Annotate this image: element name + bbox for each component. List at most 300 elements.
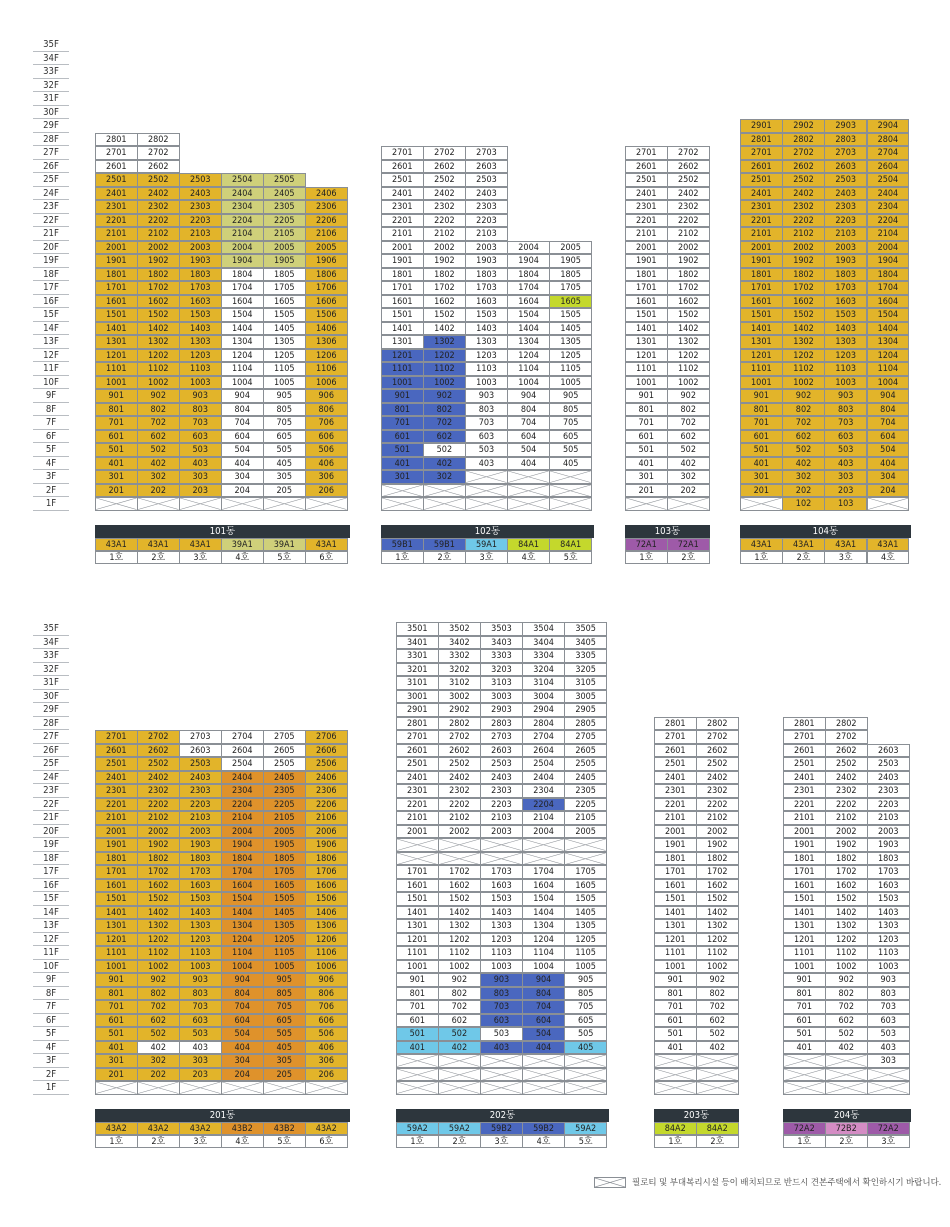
unit-cell: 801 (396, 987, 439, 1001)
empty-cell (95, 52, 138, 66)
unit-cell: 903 (867, 973, 910, 987)
unit-cell: 2306 (305, 784, 348, 798)
unit-cell: 701 (740, 416, 783, 430)
empty-cell (138, 703, 181, 717)
unit-cell: 1801 (625, 268, 668, 282)
empty-cell (95, 649, 138, 663)
pilotis-cell (696, 1081, 739, 1095)
unit-cell: 2403 (480, 771, 523, 785)
unit-cell: 1303 (480, 919, 523, 933)
unit-number: 3호 (179, 1135, 222, 1148)
unit-cell: 2002 (423, 241, 466, 255)
unit-cell: 1401 (396, 906, 439, 920)
unit-cell: 1603 (867, 879, 910, 893)
floor-label: 1F (33, 497, 69, 511)
empty-cell (509, 133, 552, 147)
unit-cell: 1703 (480, 865, 523, 879)
unit-cell: 1005 (263, 376, 306, 390)
empty-cell (138, 106, 181, 120)
unit-cell: 1205 (263, 933, 306, 947)
unit-cell: 2303 (465, 200, 508, 214)
unit-cell: 2201 (783, 798, 826, 812)
unit-cell: 503 (179, 1027, 222, 1041)
unit-cell: 2504 (522, 757, 565, 771)
unit-cell: 605 (263, 1014, 306, 1028)
unit-cell: 1002 (438, 960, 481, 974)
unit-cell: 503 (179, 443, 222, 457)
unit-cell: 2405 (263, 771, 306, 785)
empty-cell (551, 79, 594, 93)
pilotis-cell (179, 497, 222, 511)
unit-cell: 1601 (95, 295, 138, 309)
unit-cell: 1402 (825, 906, 868, 920)
unit-cell: 1102 (438, 946, 481, 960)
unit-cell: 601 (381, 430, 424, 444)
empty-cell (740, 65, 783, 79)
unit-cell: 1501 (783, 892, 826, 906)
unit-cell: 202 (782, 484, 825, 498)
unit-cell: 2403 (824, 187, 867, 201)
pilotis-cell (480, 1081, 523, 1095)
empty-cell (424, 106, 467, 120)
floor-label: 30F (33, 106, 69, 120)
empty-cell (308, 717, 351, 731)
unit-cell: 906 (305, 973, 348, 987)
empty-cell (180, 119, 223, 133)
unit-cell: 604 (221, 1014, 264, 1028)
empty-cell (95, 38, 138, 52)
unit-cell: 1702 (137, 865, 180, 879)
unit-cell: 703 (465, 416, 508, 430)
unit-cell: 1405 (263, 906, 306, 920)
empty-cell (138, 636, 181, 650)
unit-cell: 2301 (95, 784, 138, 798)
empty-cell (654, 649, 697, 663)
unit-number: 1호 (625, 551, 668, 564)
unit-cell: 2605 (263, 744, 306, 758)
unit-cell: 2003 (179, 241, 222, 255)
unit-cell: 503 (465, 443, 508, 457)
unit-cell: 1003 (824, 376, 867, 390)
unit-cell: 901 (381, 389, 424, 403)
unit-cell: 602 (782, 430, 825, 444)
unit-cell: 803 (867, 987, 910, 1001)
empty-cell (783, 663, 826, 677)
unit-cell: 2302 (438, 784, 481, 798)
unit-cell: 905 (263, 973, 306, 987)
unit-cell: 1605 (564, 879, 607, 893)
unit-cell: 703 (179, 416, 222, 430)
unit-cell: 2303 (179, 200, 222, 214)
unit-cell: 2703 (465, 146, 508, 160)
empty-cell (424, 65, 467, 79)
unit-cell: 1503 (824, 308, 867, 322)
floor-label: 31F (33, 676, 69, 690)
unit-cell: 2103 (179, 227, 222, 241)
unit-cell: 1003 (480, 960, 523, 974)
empty-cell (466, 65, 509, 79)
unit-type: 43A1 (179, 538, 222, 551)
empty-cell (265, 649, 308, 663)
unit-cell: 2202 (667, 214, 710, 228)
pilotis-cell (507, 497, 550, 511)
unit-cell: 302 (667, 470, 710, 484)
unit-cell: 702 (423, 416, 466, 430)
empty-cell (223, 79, 266, 93)
unit-cell: 1005 (549, 376, 592, 390)
empty-cell (654, 636, 697, 650)
unit-cell: 504 (522, 1027, 565, 1041)
unit-cell: 803 (824, 403, 867, 417)
unit-cell: 3503 (480, 622, 523, 636)
unit-cell: 2503 (824, 173, 867, 187)
unit-cell: 1603 (179, 879, 222, 893)
unit-cell: 2601 (740, 160, 783, 174)
empty-cell (668, 52, 711, 66)
floor-label: 18F (33, 268, 69, 282)
unit-cell: 2606 (305, 744, 348, 758)
unit-cell: 1001 (740, 376, 783, 390)
empty-cell (308, 676, 351, 690)
pilotis-cell (654, 1054, 697, 1068)
unit-cell: 2203 (179, 214, 222, 228)
unit-cell: 403 (179, 1041, 222, 1055)
empty-cell (783, 649, 826, 663)
pilotis-cell (522, 1081, 565, 1095)
unit-cell: 2802 (696, 717, 739, 731)
unit-cell: 501 (654, 1027, 697, 1041)
floor-label: 25F (33, 757, 69, 771)
empty-cell (466, 92, 509, 106)
unit-cell: 2303 (179, 784, 222, 798)
unit-cell: 1503 (867, 892, 910, 906)
unit-cell: 904 (867, 389, 910, 403)
unit-cell: 1706 (305, 281, 348, 295)
unit-cell: 2402 (825, 771, 868, 785)
empty-cell (550, 227, 593, 241)
unit-cell: 2502 (825, 757, 868, 771)
pilotis-cell (549, 484, 592, 498)
unit-cell: 1002 (137, 376, 180, 390)
floor-label: 6F (33, 430, 69, 444)
empty-cell (138, 676, 181, 690)
pilotis-cell (221, 1081, 264, 1095)
empty-cell (867, 730, 910, 744)
unit-cell: 1202 (825, 933, 868, 947)
unit-cell: 1503 (179, 892, 222, 906)
unit-cell: 2901 (396, 703, 439, 717)
unit-cell: 902 (696, 973, 739, 987)
empty-cell (223, 676, 266, 690)
empty-cell (95, 622, 138, 636)
unit-cell: 1005 (263, 960, 306, 974)
empty-cell (305, 173, 348, 187)
unit-cell: 1403 (179, 906, 222, 920)
empty-cell (264, 133, 307, 147)
unit-cell: 1503 (465, 308, 508, 322)
unit-number: 2호 (137, 1135, 180, 1148)
unit-cell: 1302 (667, 335, 710, 349)
unit-cell: 904 (522, 973, 565, 987)
unit-cell: 1301 (396, 919, 439, 933)
unit-cell: 2101 (95, 227, 138, 241)
unit-cell: 1701 (95, 865, 138, 879)
unit-cell: 2401 (396, 771, 439, 785)
unit-cell: 2004 (507, 241, 550, 255)
unit-cell: 1702 (438, 865, 481, 879)
unit-cell: 401 (654, 1041, 697, 1055)
unit-cell: 1402 (137, 906, 180, 920)
unit-cell: 2802 (137, 133, 180, 147)
empty-cell (551, 65, 594, 79)
unit-cell: 2504 (221, 757, 264, 771)
unit-type: 72B2 (825, 1122, 868, 1135)
unit-cell: 501 (381, 443, 424, 457)
empty-cell (180, 703, 223, 717)
floor-label: 23F (33, 200, 69, 214)
unit-cell: 805 (564, 987, 607, 1001)
floor-grid (740, 38, 911, 511)
unit-cell: 103 (824, 497, 867, 511)
unit-cell: 2005 (263, 241, 306, 255)
unit-cell: 306 (305, 470, 348, 484)
unit-cell: 1201 (740, 349, 783, 363)
unit-cell: 2303 (480, 784, 523, 798)
empty-cell (868, 106, 911, 120)
unit-cell: 901 (783, 973, 826, 987)
unit-cell: 2001 (783, 825, 826, 839)
floor-label: 24F (33, 771, 69, 785)
unit-type-row (381, 538, 594, 551)
unit-number: 3호 (179, 551, 222, 564)
empty-cell (550, 160, 593, 174)
unit-cell: 1502 (696, 892, 739, 906)
empty-cell (466, 52, 509, 66)
empty-cell (509, 106, 552, 120)
unit-type: 59B2 (480, 1122, 523, 1135)
unit-cell: 1805 (549, 268, 592, 282)
unit-cell: 802 (423, 403, 466, 417)
empty-cell (826, 690, 869, 704)
unit-cell: 701 (95, 416, 138, 430)
unit-cell: 1601 (654, 879, 697, 893)
unit-cell: 2604 (522, 744, 565, 758)
unit-cell: 2603 (465, 160, 508, 174)
unit-cell: 2205 (263, 214, 306, 228)
unit-cell: 204 (221, 484, 264, 498)
unit-cell: 601 (625, 430, 668, 444)
unit-cell: 602 (667, 430, 710, 444)
floor-label: 3F (33, 470, 69, 484)
empty-cell (95, 119, 138, 133)
empty-cell (138, 38, 181, 52)
unit-cell: 502 (696, 1027, 739, 1041)
unit-cell: 904 (507, 389, 550, 403)
unit-cell: 402 (137, 457, 180, 471)
unit-cell: 2501 (95, 173, 138, 187)
unit-cell: 2203 (867, 798, 910, 812)
empty-cell (625, 133, 668, 147)
unit-cell: 2701 (95, 146, 138, 160)
unit-cell: 1902 (137, 838, 180, 852)
unit-cell: 1604 (867, 295, 910, 309)
unit-cell: 1903 (465, 254, 508, 268)
unit-cell: 2601 (625, 160, 668, 174)
unit-cell: 1602 (825, 879, 868, 893)
unit-cell: 2105 (263, 227, 306, 241)
unit-cell: 602 (825, 1014, 868, 1028)
pilotis-cell (667, 497, 710, 511)
unit-cell: 2003 (480, 825, 523, 839)
unit-cell: 1403 (480, 906, 523, 920)
unit-cell: 1002 (137, 960, 180, 974)
empty-cell (264, 160, 307, 174)
unit-cell: 2006 (305, 825, 348, 839)
empty-cell (740, 92, 783, 106)
unit-cell: 603 (867, 1014, 910, 1028)
empty-cell (424, 119, 467, 133)
unit-cell: 1802 (137, 852, 180, 866)
floor-label: 13F (33, 335, 69, 349)
unit-number: 5호 (549, 551, 592, 564)
unit-cell: 2505 (263, 173, 306, 187)
empty-cell (180, 636, 223, 650)
floor-label: 35F (33, 38, 69, 52)
unit-number: 4호 (507, 551, 550, 564)
unit-cell: 2103 (465, 227, 508, 241)
empty-cell (265, 52, 308, 66)
unit-cell: 1902 (825, 838, 868, 852)
unit-cell: 2001 (740, 241, 783, 255)
unit-cell: 2205 (564, 798, 607, 812)
unit-cell: 2603 (824, 160, 867, 174)
unit-cell: 905 (549, 389, 592, 403)
unit-cell: 1201 (95, 349, 138, 363)
unit-cell: 901 (654, 973, 697, 987)
unit-cell: 1603 (179, 295, 222, 309)
unit-cell: 2004 (867, 241, 910, 255)
empty-cell (466, 133, 509, 147)
legend-text: 필로티 및 부대복리시설 등이 배치되므로 반드시 견본주택에서 확인하시기 바랍니다. (632, 1178, 942, 1188)
unit-cell: 1605 (263, 879, 306, 893)
unit-cell: 2503 (867, 757, 910, 771)
unit-cell: 1803 (179, 852, 222, 866)
unit-cell: 2401 (625, 187, 668, 201)
unit-cell: 1605 (549, 295, 592, 309)
unit-cell: 303 (824, 470, 867, 484)
unit-cell: 1002 (423, 376, 466, 390)
unit-cell: 2903 (824, 119, 867, 133)
unit-cell: 2801 (396, 717, 439, 731)
unit-cell: 803 (480, 987, 523, 1001)
unit-cell: 2602 (696, 744, 739, 758)
empty-cell (95, 92, 138, 106)
unit-cell: 1901 (95, 838, 138, 852)
unit-cell: 205 (263, 1068, 306, 1082)
unit-cell: 2701 (783, 730, 826, 744)
empty-cell (654, 703, 697, 717)
unit-cell: 1803 (824, 268, 867, 282)
unit-cell: 701 (396, 1000, 439, 1014)
unit-cell: 2205 (263, 798, 306, 812)
empty-cell (783, 65, 826, 79)
unit-cell: 2101 (381, 227, 424, 241)
empty-cell (381, 52, 424, 66)
unit-cell: 1503 (480, 892, 523, 906)
empty-cell (625, 52, 668, 66)
pilotis-cell (381, 497, 424, 511)
unit-cell: 3402 (438, 636, 481, 650)
empty-cell (697, 622, 740, 636)
pilotis-cell (221, 497, 264, 511)
unit-cell: 1402 (137, 322, 180, 336)
unit-cell: 3404 (522, 636, 565, 650)
unit-cell: 1404 (221, 322, 264, 336)
unit-cell: 1601 (625, 295, 668, 309)
unit-cell: 1202 (438, 933, 481, 947)
floor-label: 8F (33, 987, 69, 1001)
empty-cell (95, 676, 138, 690)
unit-cell: 1306 (305, 919, 348, 933)
floor-label: 5F (33, 1027, 69, 1041)
pilotis-cell (625, 497, 668, 511)
unit-cell: 1103 (824, 362, 867, 376)
unit-cell: 1103 (179, 946, 222, 960)
unit-cell: 1804 (221, 268, 264, 282)
unit-cell: 1003 (179, 376, 222, 390)
unit-cell: 2704 (221, 730, 264, 744)
unit-type: 43B2 (221, 1122, 264, 1135)
unit-cell: 1102 (696, 946, 739, 960)
floor-label: 33F (33, 65, 69, 79)
empty-cell (625, 65, 668, 79)
unit-cell: 2001 (95, 825, 138, 839)
empty-cell (551, 106, 594, 120)
unit-cell: 801 (740, 403, 783, 417)
unit-cell: 2201 (654, 798, 697, 812)
unit-cell: 402 (423, 457, 466, 471)
unit-cell: 304 (867, 470, 910, 484)
empty-cell (826, 676, 869, 690)
unit-cell: 603 (824, 430, 867, 444)
empty-cell (826, 649, 869, 663)
unit-cell: 2001 (625, 241, 668, 255)
empty-cell (740, 38, 783, 52)
unit-cell: 603 (480, 1014, 523, 1028)
unit-cell: 1206 (305, 933, 348, 947)
unit-cell: 1703 (824, 281, 867, 295)
unit-cell: 1702 (137, 281, 180, 295)
unit-cell: 504 (867, 443, 910, 457)
floor-label: 30F (33, 690, 69, 704)
building-name: 101동 (95, 525, 350, 538)
empty-cell (223, 119, 266, 133)
unit-number: 6호 (305, 1135, 348, 1148)
floor-label: 9F (33, 389, 69, 403)
unit-cell: 2402 (667, 187, 710, 201)
unit-cell: 1501 (740, 308, 783, 322)
empty-cell (308, 65, 351, 79)
unit-cell: 2301 (396, 784, 439, 798)
unit-cell: 2602 (825, 744, 868, 758)
unit-cell: 501 (95, 1027, 138, 1041)
empty-cell (265, 65, 308, 79)
unit-cell: 2704 (867, 146, 910, 160)
unit-number: 1호 (95, 1135, 138, 1148)
unit-cell: 1801 (95, 268, 138, 282)
floor-label: 33F (33, 649, 69, 663)
unit-cell: 2304 (867, 200, 910, 214)
